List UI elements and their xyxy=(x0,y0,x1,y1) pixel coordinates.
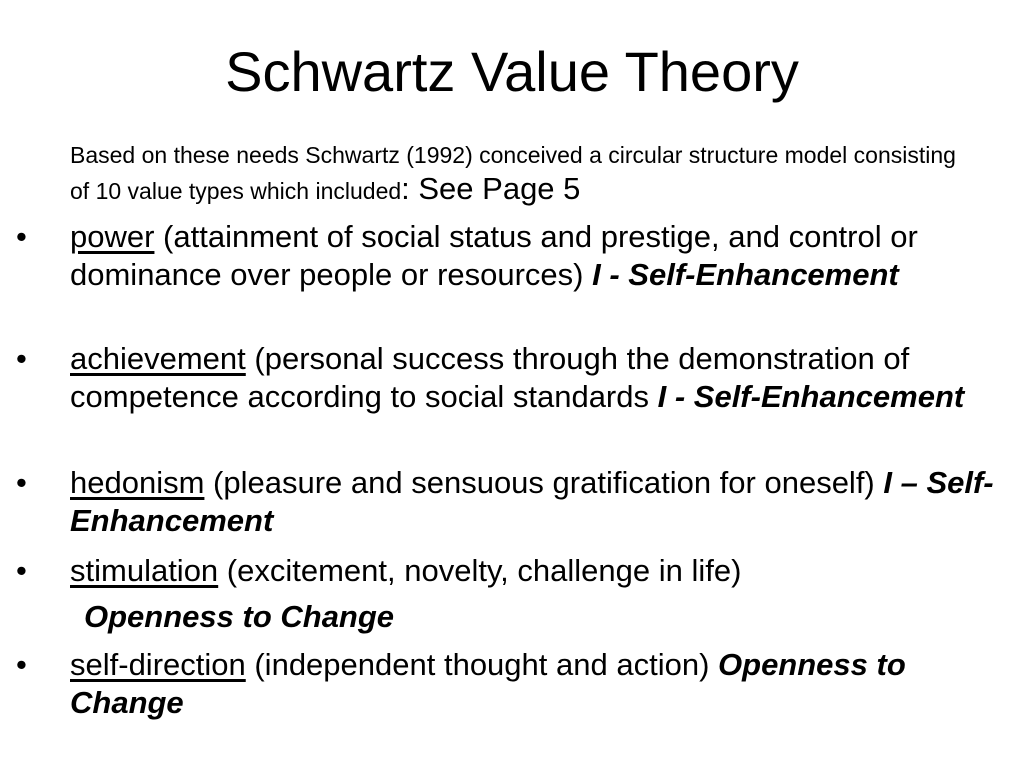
value-description: (personal success through the demonstration of competence according to social standards xyxy=(70,341,910,414)
bullet-icon: • xyxy=(16,341,27,376)
value-category: I - Self-Enhancement xyxy=(657,379,965,414)
value-term: stimulation xyxy=(70,553,219,588)
value-description: (independent thought and action) xyxy=(245,647,719,682)
list-item-text xyxy=(70,218,1000,294)
bullet-icon: • xyxy=(16,553,27,588)
intro-see-page: : See Page 5 xyxy=(401,171,581,206)
value-description: (excitement, novelty, challenge in life) xyxy=(218,553,742,588)
bullet-icon: • xyxy=(16,219,27,254)
value-term: self-direction xyxy=(70,647,246,682)
slide-title: Schwartz Value Theory xyxy=(225,40,799,103)
list-item-text xyxy=(70,340,1000,416)
list-item-text xyxy=(70,464,1000,540)
list-item-text xyxy=(70,552,1000,590)
value-term: power xyxy=(70,219,155,254)
value-description: (pleasure and sensuous gratification for oneself) xyxy=(204,465,884,500)
value-category: I - Self-Enhancement xyxy=(592,257,899,292)
bullet-icon: • xyxy=(16,647,27,682)
list-item-text xyxy=(70,646,1000,722)
value-term: achievement xyxy=(70,341,246,376)
intro-paragraph xyxy=(70,138,970,208)
value-category: I – Self-Enhancement xyxy=(70,465,994,538)
stimulation-category: Openness to Change xyxy=(84,599,395,634)
value-term: hedonism xyxy=(70,465,205,500)
intro-text: Based on these needs Schwartz (1992) conceived a circular structure model consisting of 10 value types which included xyxy=(70,142,956,204)
bullet-icon: • xyxy=(16,465,27,500)
value-description: (attainment of social status and prestige, and control or dominance over people or resources) xyxy=(70,219,918,292)
value-category: Openness to Change xyxy=(70,647,906,720)
